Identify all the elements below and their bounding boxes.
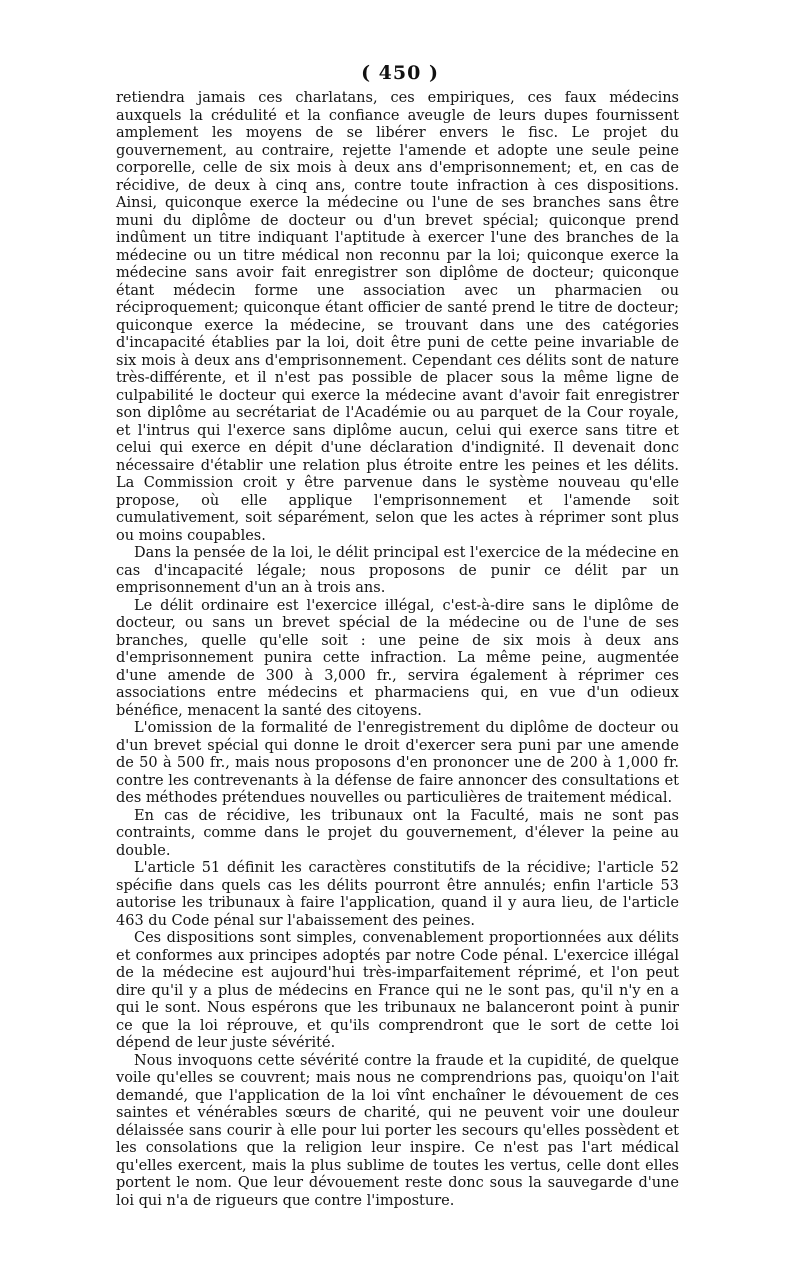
paragraph-2: Dans la pensée de la loi, le délit principal est l'exercice de la médecine en cas d'incapacité légale; nous proposons de punir ce délit par un emprisonnement d'un an à trois ans. (116, 545, 679, 596)
paragraph-6: L'article 51 définit les caractères constitutifs de la récidive; l'article 52 spécifie dans quels cas les délits pourront être annulés; enfin l'article 53 autorise les tribunaux à faire l'application, quand il y aura lieu, de l'article 463 du Code pénal sur l'abaissement des peines. (116, 860, 679, 929)
page-number: ( 450 ) (361, 62, 439, 84)
paragraph-3: Le délit ordinaire est l'exercice illégal, c'est-à-dire sans le diplôme de docteur, ou sans un brevet spécial de la médecine ou de l'une de ses branches, quelle qu'elle soit : une peine de six mois à deux ans d'emprisonnement punira cette infraction. La même peine, augmentée d'une amende de 300 à 3,000 fr., servira également à réprimer ces associations entre médecins et pharmaciens qui, en vue d'un odieux bénéfice, menacent la santé des citoyens. (116, 597, 679, 719)
paragraph-1: retiendra jamais ces charlatans, ces empiriques, ces faux médecins auxquels la crédulité et la confiance aveugle de leurs dupes fournissent amplement les moyens de se libérer envers le fisc. Le projet du gouvernement, au contraire, rejette l'amende et adopte une seule peine corporelle, celle de six mois à deux ans d'emprisonnement; et, en cas de récidive, de deux à cinq ans, contre toute infraction à ces dispositions. Ainsi, quiconque exerce la médecine ou l'une de ses branches sans être muni du diplôme de docteur ou d'un brevet spécial; quiconque prend indûment un titre indiquant l'aptitude à exercer l'une des branches de la médecine ou un titre médical non reconnu par la loi; quiconque exerce la médecine sans avoir fait enregistrer son diplôme de docteur; quiconque étant médecin forme une association avec un pharmacien ou réciproquement; quiconque étant officier de santé prend le titre de docteur; quiconque exerce la médecine, se trouvant dans une des catégories d'incapacité établies par la loi, doit être puni de cette peine invariable de six mois à deux ans d'emprisonnement. Cependant ces délits sont de nature très-différente, et il n'est pas possible de placer sous la même ligne de culpabilité le docteur qui exerce la médecine avant d'avoir fait enregistrer son diplôme au secrétariat de l'Académie ou au parquet de la Cour royale, et l'intrus qui l'exerce sans diplôme aucun, celui qui exerce sans titre et celui qui exerce en dépit d'une déclaration d'indignité. Il devenait donc nécessaire d'établir une relation plus étroite entre les peines et les délits. La Commission croit y être parvenue dans le système nouveau qu'elle propose, où elle applique l'emprisonnement et l'amende soit cumulativement, soit séparément, selon que les actes à réprimer sont plus ou moins coupables. (116, 90, 679, 544)
paragraph-7: Ces dispositions sont simples, convenablement proportionnées aux délits et conformes aux principes adoptés par notre Code pénal. L'exercice illégal de la médecine est aujourd'hui très-imparfaitement réprimé, et l'on peut dire qu'il y a plus de médecins en France qui ne le sont pas, qu'il n'y en a qui le sont. Nous espérons que les tribunaux ne balanceront point à punir ce que la loi réprouve, et qu'ils comprendront que le sort de cette loi dépend de leur juste sévérité. (116, 930, 679, 1051)
paragraph-8: Nous invoquons cette sévérité contre la fraude et la cupidité, de quelque voile qu'elles se couvrent; mais nous ne comprendrions pas, quoiqu'on l'ait demandé, que l'application de la loi vînt enchaîner le dévouement de ces saintes et vénérables sœurs de charité, qui ne peuvent voir une douleur délaissée sans courir à elle pour lui porter les secours qu'elles possèdent et les consolations que la religion leur inspire. Ce n'est pas l'art médical qu'elles exercent, mais la plus sublime de toutes les vertus, celle dont elles portent le nom. Que leur dévouement reste donc sous la sauvegarde d'une loi qui n'a de rigueurs que contre l'imposture. (116, 1052, 679, 1209)
body-text (116, 90, 679, 1210)
paragraph-5: En cas de récidive, les tribunaux ont la Faculté, mais ne sont pas contraints, comme dans le projet du gouvernement, d'élever la peine au double. (116, 807, 679, 859)
paragraph-4: L'omission de la formalité de l'enregistrement du diplôme de docteur ou d'un brevet spécial qui donne le droit d'exercer sera puni par une amende de 50 à 500 fr., mais nous proposons d'en prononcer une de 200 à 1,000 fr. contre les contrevenants à la défense de faire annoncer des consultations et des méthodes prétendues nouvelles ou particulières de traitement médical. (116, 720, 679, 806)
